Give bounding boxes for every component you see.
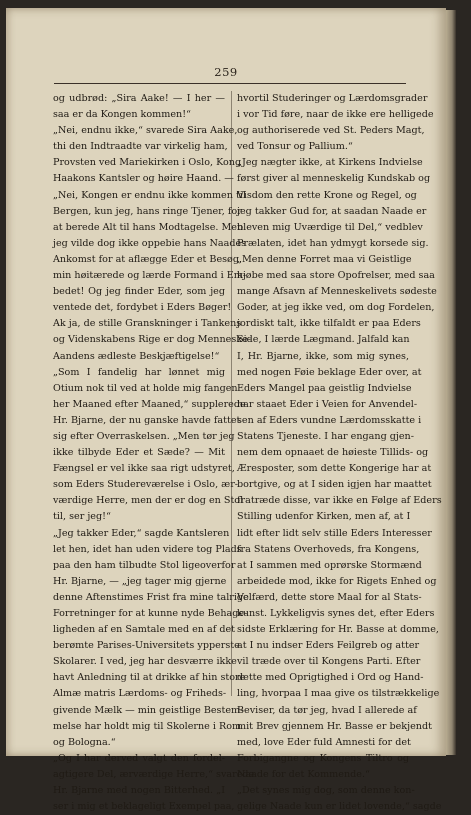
text-line: givende Mælk — min geistlige Bestem- [53,704,244,716]
text-line: jeg takker Gud for, at saadan Naade er [237,205,427,217]
text-line: mit Brev gjennem Hr. Basse er bekjendt [237,720,432,732]
text-line: Aandens ædleste Beskjæftigelse!“ [53,350,220,362]
text-line: ved Tonsur og Pallium.“ [237,141,353,153]
text-line: ser i mig et beklageligt Exempel paa, [53,801,235,813]
text-line: „Jeg takker Eder,“ sagde Kantsleren [53,527,230,539]
page-edge [446,10,456,755]
text-line: til, ser jeg!“ [53,511,111,523]
text-line: nem dem opnaaet de høieste Tillids- og [237,447,429,459]
text-line: „Det synes mig dog, som denne kon- [237,785,415,797]
page-number: 259 [214,65,238,79]
text-line: jeg vilde dog ikke oppebie hans Naades [53,237,247,249]
text-line: Forbigangne og Kongens Tiltro og [237,752,409,764]
text-line: „Men denne Forret maa vi Geistlige [237,253,412,265]
text-line: Hr. Bjarne, — „jeg tager mig gjerne [53,575,227,587]
text-line: lidt efter lidt selv stille Eders Interesser [237,527,432,539]
text-line: at I sammen med oprørske Stormænd [237,559,422,571]
text-line: Almæ matris Lærdoms- og Friheds- [53,688,227,700]
right-column [237,91,442,815]
text-line: med nogen Føie beklage Eder over, at [237,366,422,378]
text-line: jordiskt talt, ikke tilfaldt er paa Eders [237,318,421,330]
text-line: ikke tilbyde Eder et Sæde? — Mit [53,447,225,459]
text-line: Fængsel er vel ikke saa rigt udstyret, [53,463,235,475]
text-line: ligheden af en Samtale med en af det [53,624,236,636]
text-line: værdige Herre, men der er dog en Stol [53,495,244,507]
text-line: Prælaten, idet han ydmygt korsede sig. [237,237,429,249]
text-line: melse har holdt mig til Skolerne i Rom [53,720,242,732]
text-line: Forretninger for at kunne nyde Behage- [53,608,248,619]
text-line: saa er da Kongen kommen!“ [53,109,191,121]
text-line: Naade for det Kommende.“ [237,768,370,780]
text-line: havt Anledning til at drikke af hin store [53,672,246,684]
text-line: som Eders Studereværelse i Oslo, ær- [53,479,239,491]
text-line: i vor Tid føre, naar de ikke ere helligede [237,109,434,121]
text-line: bleven mig Uværdige til Del,“ vedblev [237,221,423,233]
text-line: fra Statens Overhoveds, fra Kongens, [237,543,420,555]
text-line: Statens Tjeneste. I har engang gjen- [237,430,414,442]
text-line: „Nei, Kongen er endnu ikke kommen til [53,189,246,201]
text-line: at I nu indser Eders Feilgreb og atter [237,640,420,652]
text-line: og authoriserede ved St. Peders Magt, [237,125,425,137]
text-line: min høitærede og lærde Formand i Em- [53,270,247,282]
text-line: kjøbe med saa store Opofrelser, med saa [237,270,435,282]
text-line: og Videnskabens Rige er dog Menneske- [53,334,251,346]
text-line: paa den ham tilbudte Stol ligeoverfor [53,559,236,571]
column-divider [231,91,232,696]
text-line: har staaet Eder i Veien for Anvendel- [237,398,418,410]
text-line: her Maaned efter Maaned,“ supplerede [53,398,246,410]
text-line: denne Aftenstimes Frist fra mine talrige [53,591,249,603]
text-line: fratræde disse, var ikke en Følge af Eders [237,495,442,507]
text-line: berømte Parises-Universitets ypperste [53,640,240,652]
text-line: agtigere Del, ærværdige Herre,“ svarede [53,768,255,780]
text-line: Bergen, kun jeg, hans ringe Tjener, for [53,205,242,217]
text-line: med, love Eder fuld Amnesti for det [237,736,411,748]
text-line: og Bologna.“ [53,736,116,748]
text-line: „Nei, endnu ikke,“ svarede Sira Aake, [53,125,238,137]
text-line: ventede det, fordybet i Eders Bøger! [53,302,232,314]
text-line: bedet! Og jeg finder Eder, som jeg [53,286,225,298]
text-line: Æresposter, som dette Kongerige har at [237,463,432,475]
text-line: og udbrød: „Sira Aake! — I her — [53,93,225,104]
left-column [53,91,255,815]
text-line: „Og I har derved valgt den fordel- [53,752,225,764]
text-line: Hr. Bjarne med nogen Bitterhed. „I [53,785,225,797]
text-line: Ankomst for at aflægge Eder et Besøg, [53,253,243,265]
text-line: Beviser, da tør jeg, hvad I allerede af [237,704,417,716]
text-line: I, Hr. Bjarne, ikke, som mig synes, [237,350,409,362]
text-line: vil træde over til Kongens Parti. Efter [237,656,421,668]
text-line: Velfærd, dette store Maal for al Stats- [237,591,422,603]
text-line: let hen, idet han uden videre tog Plads [53,543,242,555]
text-line: „Jeg nægter ikke, at Kirkens Indvielse [237,157,423,169]
text-line: Skolarer. I ved, jeg har desværre ikke [53,656,237,668]
text-line: sig efter Overraskelsen. „Men tør jeg [53,430,235,442]
text-line: ling, hvorpaa I maa give os tilstrækkelige [237,688,440,700]
text-line: mange Afsavn af Menneskelivets sødeste [237,286,437,298]
text-line: Haakons Kantsler og høire Haand. — [53,173,234,185]
header-rule [54,83,406,84]
text-line: sidste Erklæring for Hr. Basse at domme, [237,624,439,636]
text-line: at berede Alt til hans Modtagelse. Men [53,221,244,233]
text-line: Otium nok til ved at holde mig fangen [53,382,238,394]
text-line: Provsten ved Mariekirken i Oslo, Kong [53,157,242,169]
text-line: arbeidede mod, ikke for Rigets Enhed og [237,575,437,587]
text-line: Goder, at jeg ikke ved, om dog Fordelen, [237,302,435,314]
text-line: Ak ja, de stille Granskninger i Tankens [53,318,242,330]
text-line: Side, I lærde Lægmand. Jalfald kan [237,334,410,346]
text-line: Hr. Bjarne, der nu ganske havde fattet [53,414,241,426]
text-line: „Som I fandelig har lønnet mig [53,366,225,378]
text-line: bortgive, og at I siden igjen har maattet [237,479,432,491]
text-line: Stilling udenfor Kirken, men af, at I [237,511,411,523]
text-line: gelige Naade kun er lidet lovende,“ sagde [237,801,442,813]
text-line: først giver al menneskelig Kundskab og [237,173,431,185]
text-line: Eders Mangel paa geistlig Indvielse [237,382,412,394]
text-line: dette med Oprigtighed i Ord og Hand- [237,672,424,684]
text-line: sen af Eders vundne Lærdomsskatte i [237,414,422,426]
text-line: hvortil Studeringer og Lærdomsgrader [237,93,428,104]
text-line: thi den Indtraadte var virkelig ham, [53,141,228,153]
text-line: kunst. Lykkeligvis synes det, efter Eders [237,608,435,619]
book-page [6,8,446,813]
text-line: Visdom den rette Krone og Regel, og [237,189,417,201]
